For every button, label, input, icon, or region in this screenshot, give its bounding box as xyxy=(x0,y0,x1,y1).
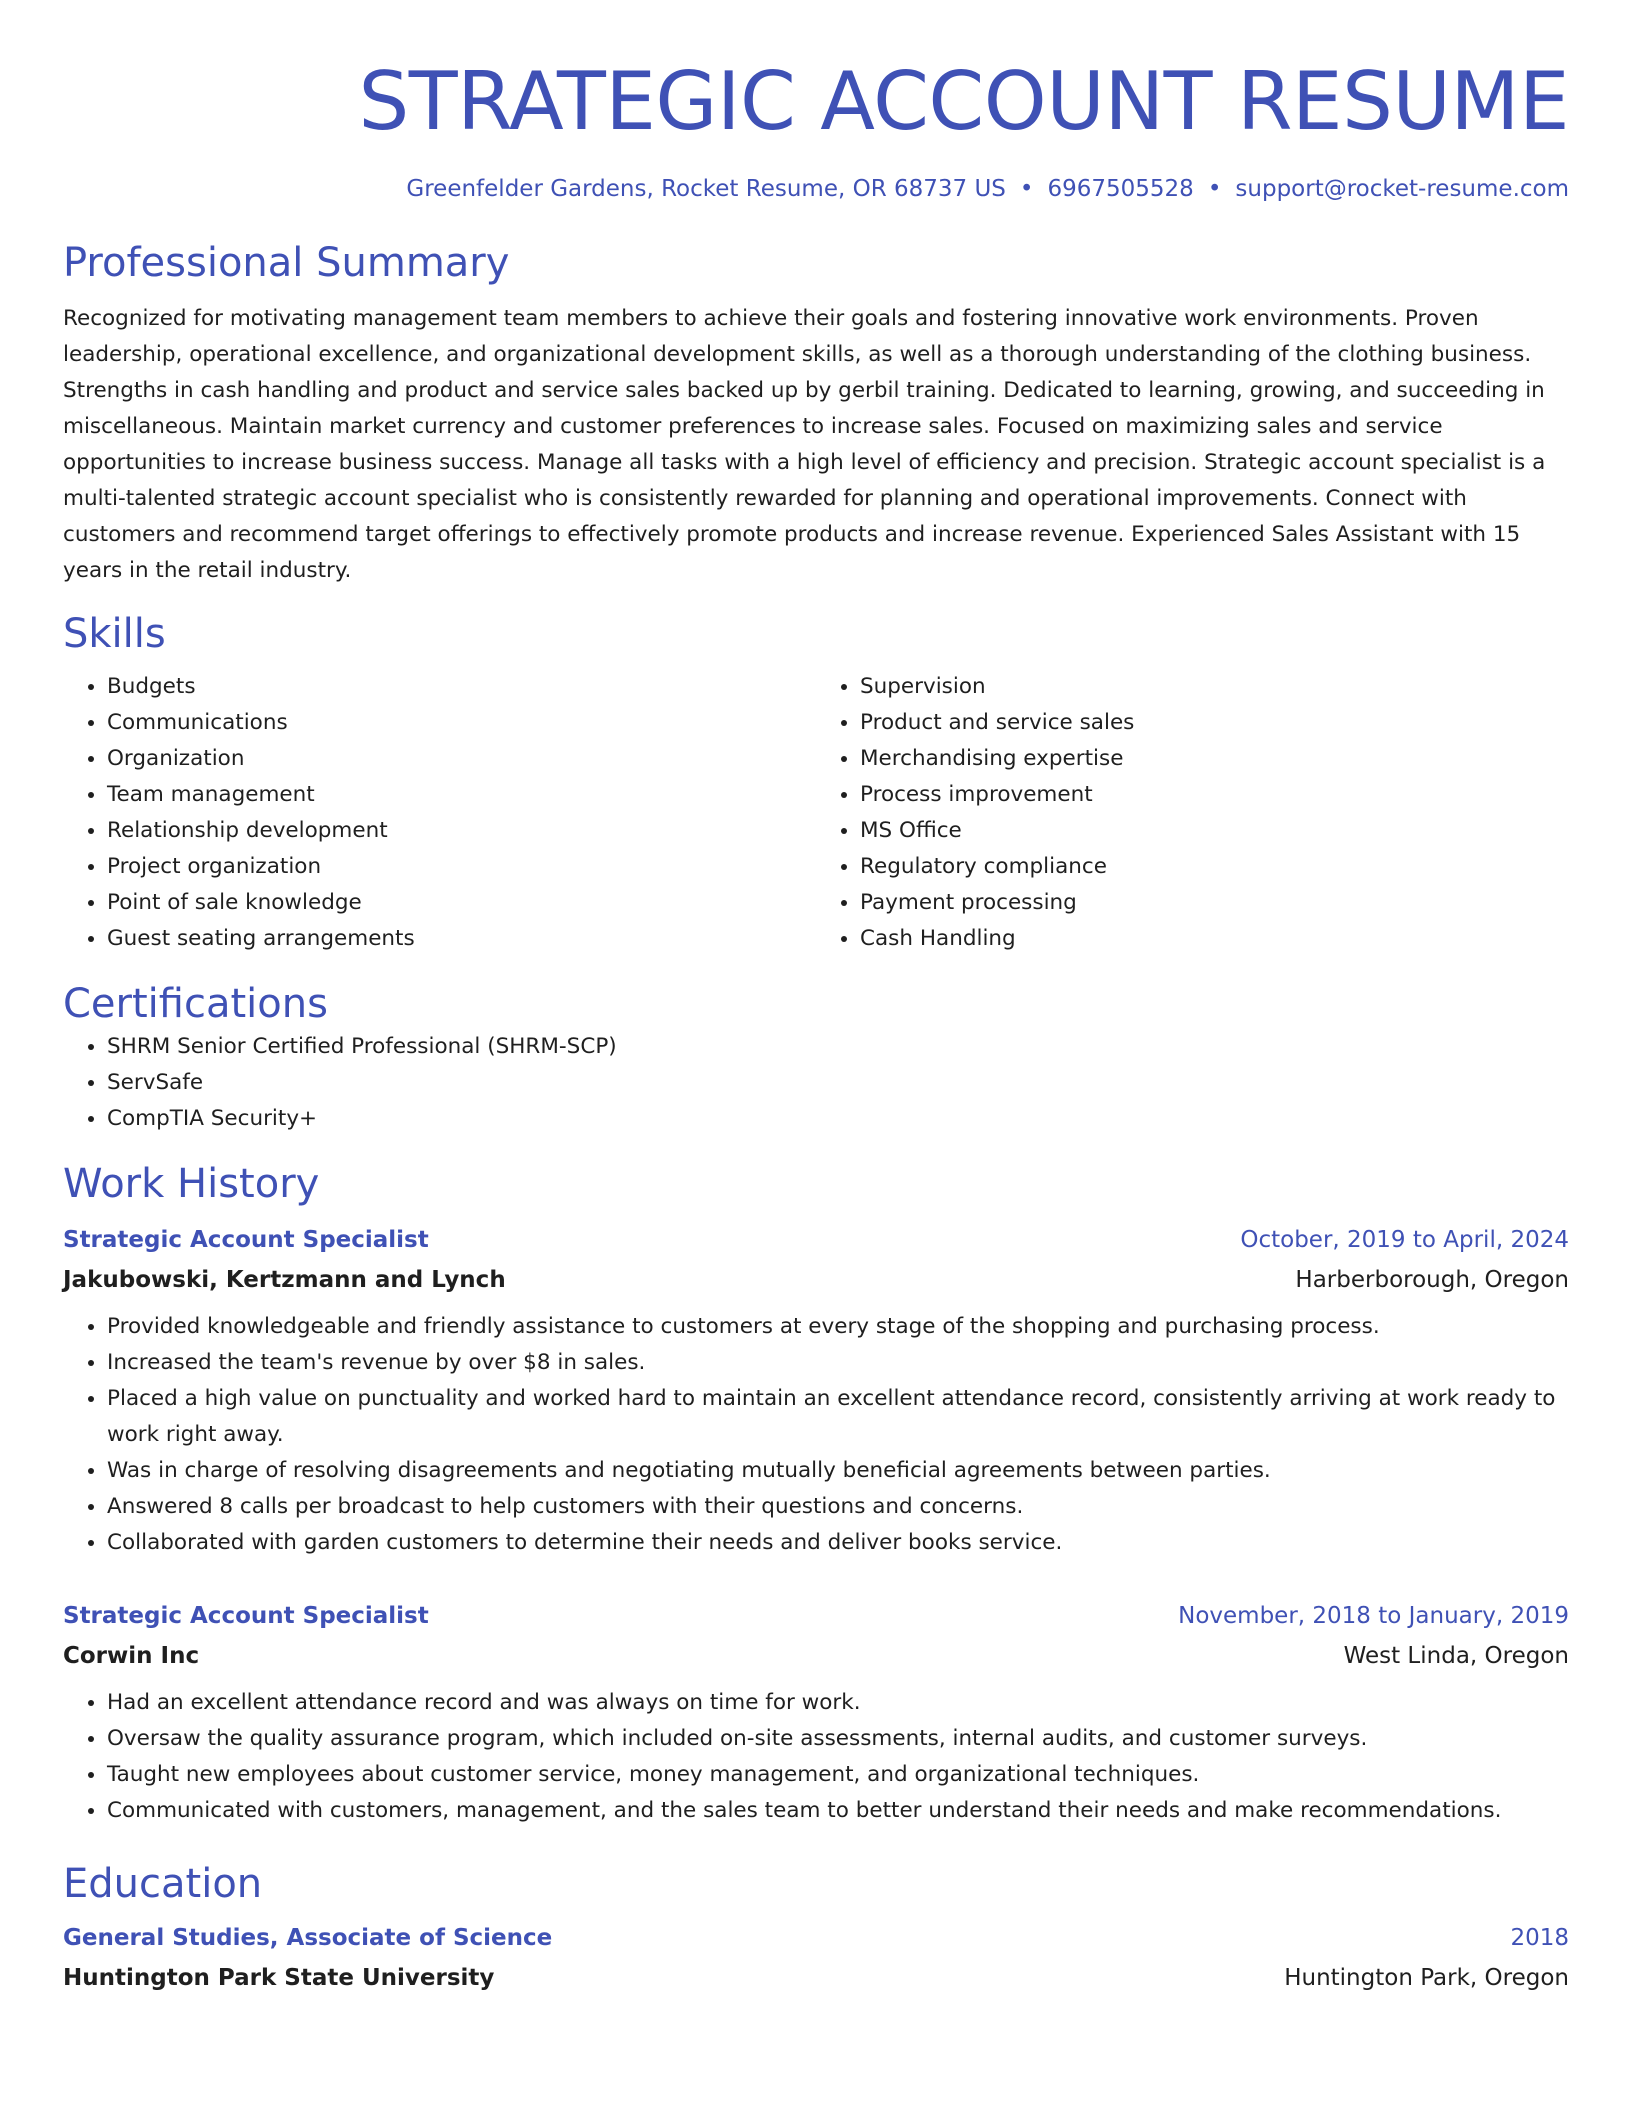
contact-line xyxy=(63,174,1569,204)
education-entry xyxy=(63,1921,1569,1995)
job-entry xyxy=(63,1599,1569,1829)
summary-section xyxy=(63,238,1569,589)
certifications-section xyxy=(63,979,1569,1137)
job-duty: • Increased the team's revenue by over $8 in sales. xyxy=(107,1345,1569,1381)
education-year: 2018 xyxy=(1510,1925,1569,1951)
job-duties-list xyxy=(63,1685,1569,1829)
job-duty: • Taught new employees about customer service, money management, and organizational techniques. xyxy=(107,1757,1569,1793)
skill-item: • Point of sale knowledge xyxy=(107,885,816,921)
skill-item: • Team management xyxy=(107,777,816,813)
education-location: Huntington Park, Oregon xyxy=(1284,1965,1569,1991)
job-company-row xyxy=(63,1639,1569,1673)
job-duty: • Was in charge of resolving disagreements and negotiating mutually beneficial agreements between parties. xyxy=(107,1453,1569,1489)
job-company: Jakubowski, Kertzmann and Lynch xyxy=(63,1267,506,1293)
skills-section xyxy=(63,609,1569,957)
contact-separator: • xyxy=(1019,176,1034,202)
certifications-list xyxy=(63,1029,1569,1137)
certifications-heading: Certifications xyxy=(63,981,328,1027)
skill-item: • Project organization xyxy=(107,849,816,885)
job-duty: • Collaborated with garden customers to determine their needs and deliver books service. xyxy=(107,1525,1569,1561)
skill-item: • Process improvement xyxy=(860,777,1569,813)
job-duty: • Had an excellent attendance record and was always on time for work. xyxy=(107,1685,1569,1721)
resume-title: STRATEGIC ACCOUNT RESUME xyxy=(358,55,1569,148)
job-dates: October, 2019 to April, 2024 xyxy=(1240,1227,1569,1253)
certification-item: • CompTIA Security+ xyxy=(107,1101,1569,1137)
skill-item: • Payment processing xyxy=(860,885,1569,921)
certification-item: • SHRM Senior Certified Professional (SHRM-SCP) xyxy=(107,1029,1569,1065)
job-duty: • Communicated with customers, management, and the sales team to better understand their needs and make recommendations. xyxy=(107,1793,1569,1829)
skills-list-right xyxy=(816,669,1569,957)
job-duties-list xyxy=(63,1309,1569,1561)
job-location: West Linda, Oregon xyxy=(1343,1643,1569,1669)
job-duty: • Provided knowledgeable and friendly assistance to customers at every stage of the shopping and purchasing process. xyxy=(107,1309,1569,1345)
education-heading: Education xyxy=(63,1861,263,1907)
job-title: Strategic Account Specialist xyxy=(63,1603,429,1629)
skill-item: • Organization xyxy=(107,741,816,777)
job-title-row xyxy=(63,1599,1569,1633)
skill-item: • Relationship development xyxy=(107,813,816,849)
skill-item: • MS Office xyxy=(860,813,1569,849)
education-school: Huntington Park State University xyxy=(63,1965,495,1991)
work-history-heading: Work History xyxy=(63,1161,320,1207)
skill-item: • Regulatory compliance xyxy=(860,849,1569,885)
skill-item: • Communications xyxy=(107,705,816,741)
skills-columns xyxy=(63,669,1569,957)
contact-address: Greenfelder Gardens, Rocket Resume, OR 68737 US xyxy=(406,176,1006,202)
education-degree-row xyxy=(63,1921,1569,1955)
job-duty: • Placed a high value on punctuality and worked hard to maintain an excellent attendance record, consistently arriving at work ready to work right away. xyxy=(107,1381,1569,1453)
job-dates: November, 2018 to January, 2019 xyxy=(1178,1603,1569,1629)
job-title-row xyxy=(63,1223,1569,1257)
summary-heading: Professional Summary xyxy=(63,240,510,286)
job-duty: • Oversaw the quality assurance program, which included on-site assessments, internal audits, and customer surveys. xyxy=(107,1721,1569,1757)
work-history-section xyxy=(63,1159,1569,1829)
contact-phone: 6967505528 xyxy=(1047,176,1194,202)
resume-header xyxy=(63,0,1569,204)
summary-text: Recognized for motivating management team members to achieve their goals and fostering innovative work environments. Proven leadership, operational excellence, and organizational development skills, as well as a thorough understanding of the clothing business. Strengths in cash handling and product and service sales backed up by gerbil training. Dedicated to learning, growing, and succeeding in miscellaneous. Maintain market currency and customer preferences to increase sales. Focused on maximizing sales and service opportunities to increase business success. Manage all tasks with a high level of efficiency and precision. Strategic account specialist is a multi-talented strategic account specialist who is consistently rewarded for planning and operational improvements. Connect with customers and recommend target offerings to effectively promote products and increase revenue. Experienced Sales Assistant with 15 years in the retail industry. xyxy=(63,306,1546,583)
job-location: Harberborough, Oregon xyxy=(1295,1267,1569,1293)
skill-item: • Budgets xyxy=(107,669,816,705)
education-degree: General Studies, Associate of Science xyxy=(63,1925,553,1951)
skills-heading: Skills xyxy=(63,611,166,657)
contact-separator: • xyxy=(1207,176,1222,202)
contact-email: support@rocket-resume.com xyxy=(1235,176,1569,202)
skill-item: • Guest seating arrangements xyxy=(107,921,816,957)
job-entry xyxy=(63,1223,1569,1561)
job-title: Strategic Account Specialist xyxy=(63,1227,429,1253)
job-duty: • Answered 8 calls per broadcast to help customers with their questions and concerns. xyxy=(107,1489,1569,1525)
skill-item: • Cash Handling xyxy=(860,921,1569,957)
skill-item: • Merchandising expertise xyxy=(860,741,1569,777)
skill-item: • Product and service sales xyxy=(860,705,1569,741)
job-company: Corwin Inc xyxy=(63,1643,200,1669)
skills-list-left xyxy=(63,669,816,957)
education-school-row xyxy=(63,1961,1569,1995)
job-company-row xyxy=(63,1263,1569,1297)
certification-item: • ServSafe xyxy=(107,1065,1569,1101)
skill-item: • Supervision xyxy=(860,669,1569,705)
education-section xyxy=(63,1859,1569,1995)
